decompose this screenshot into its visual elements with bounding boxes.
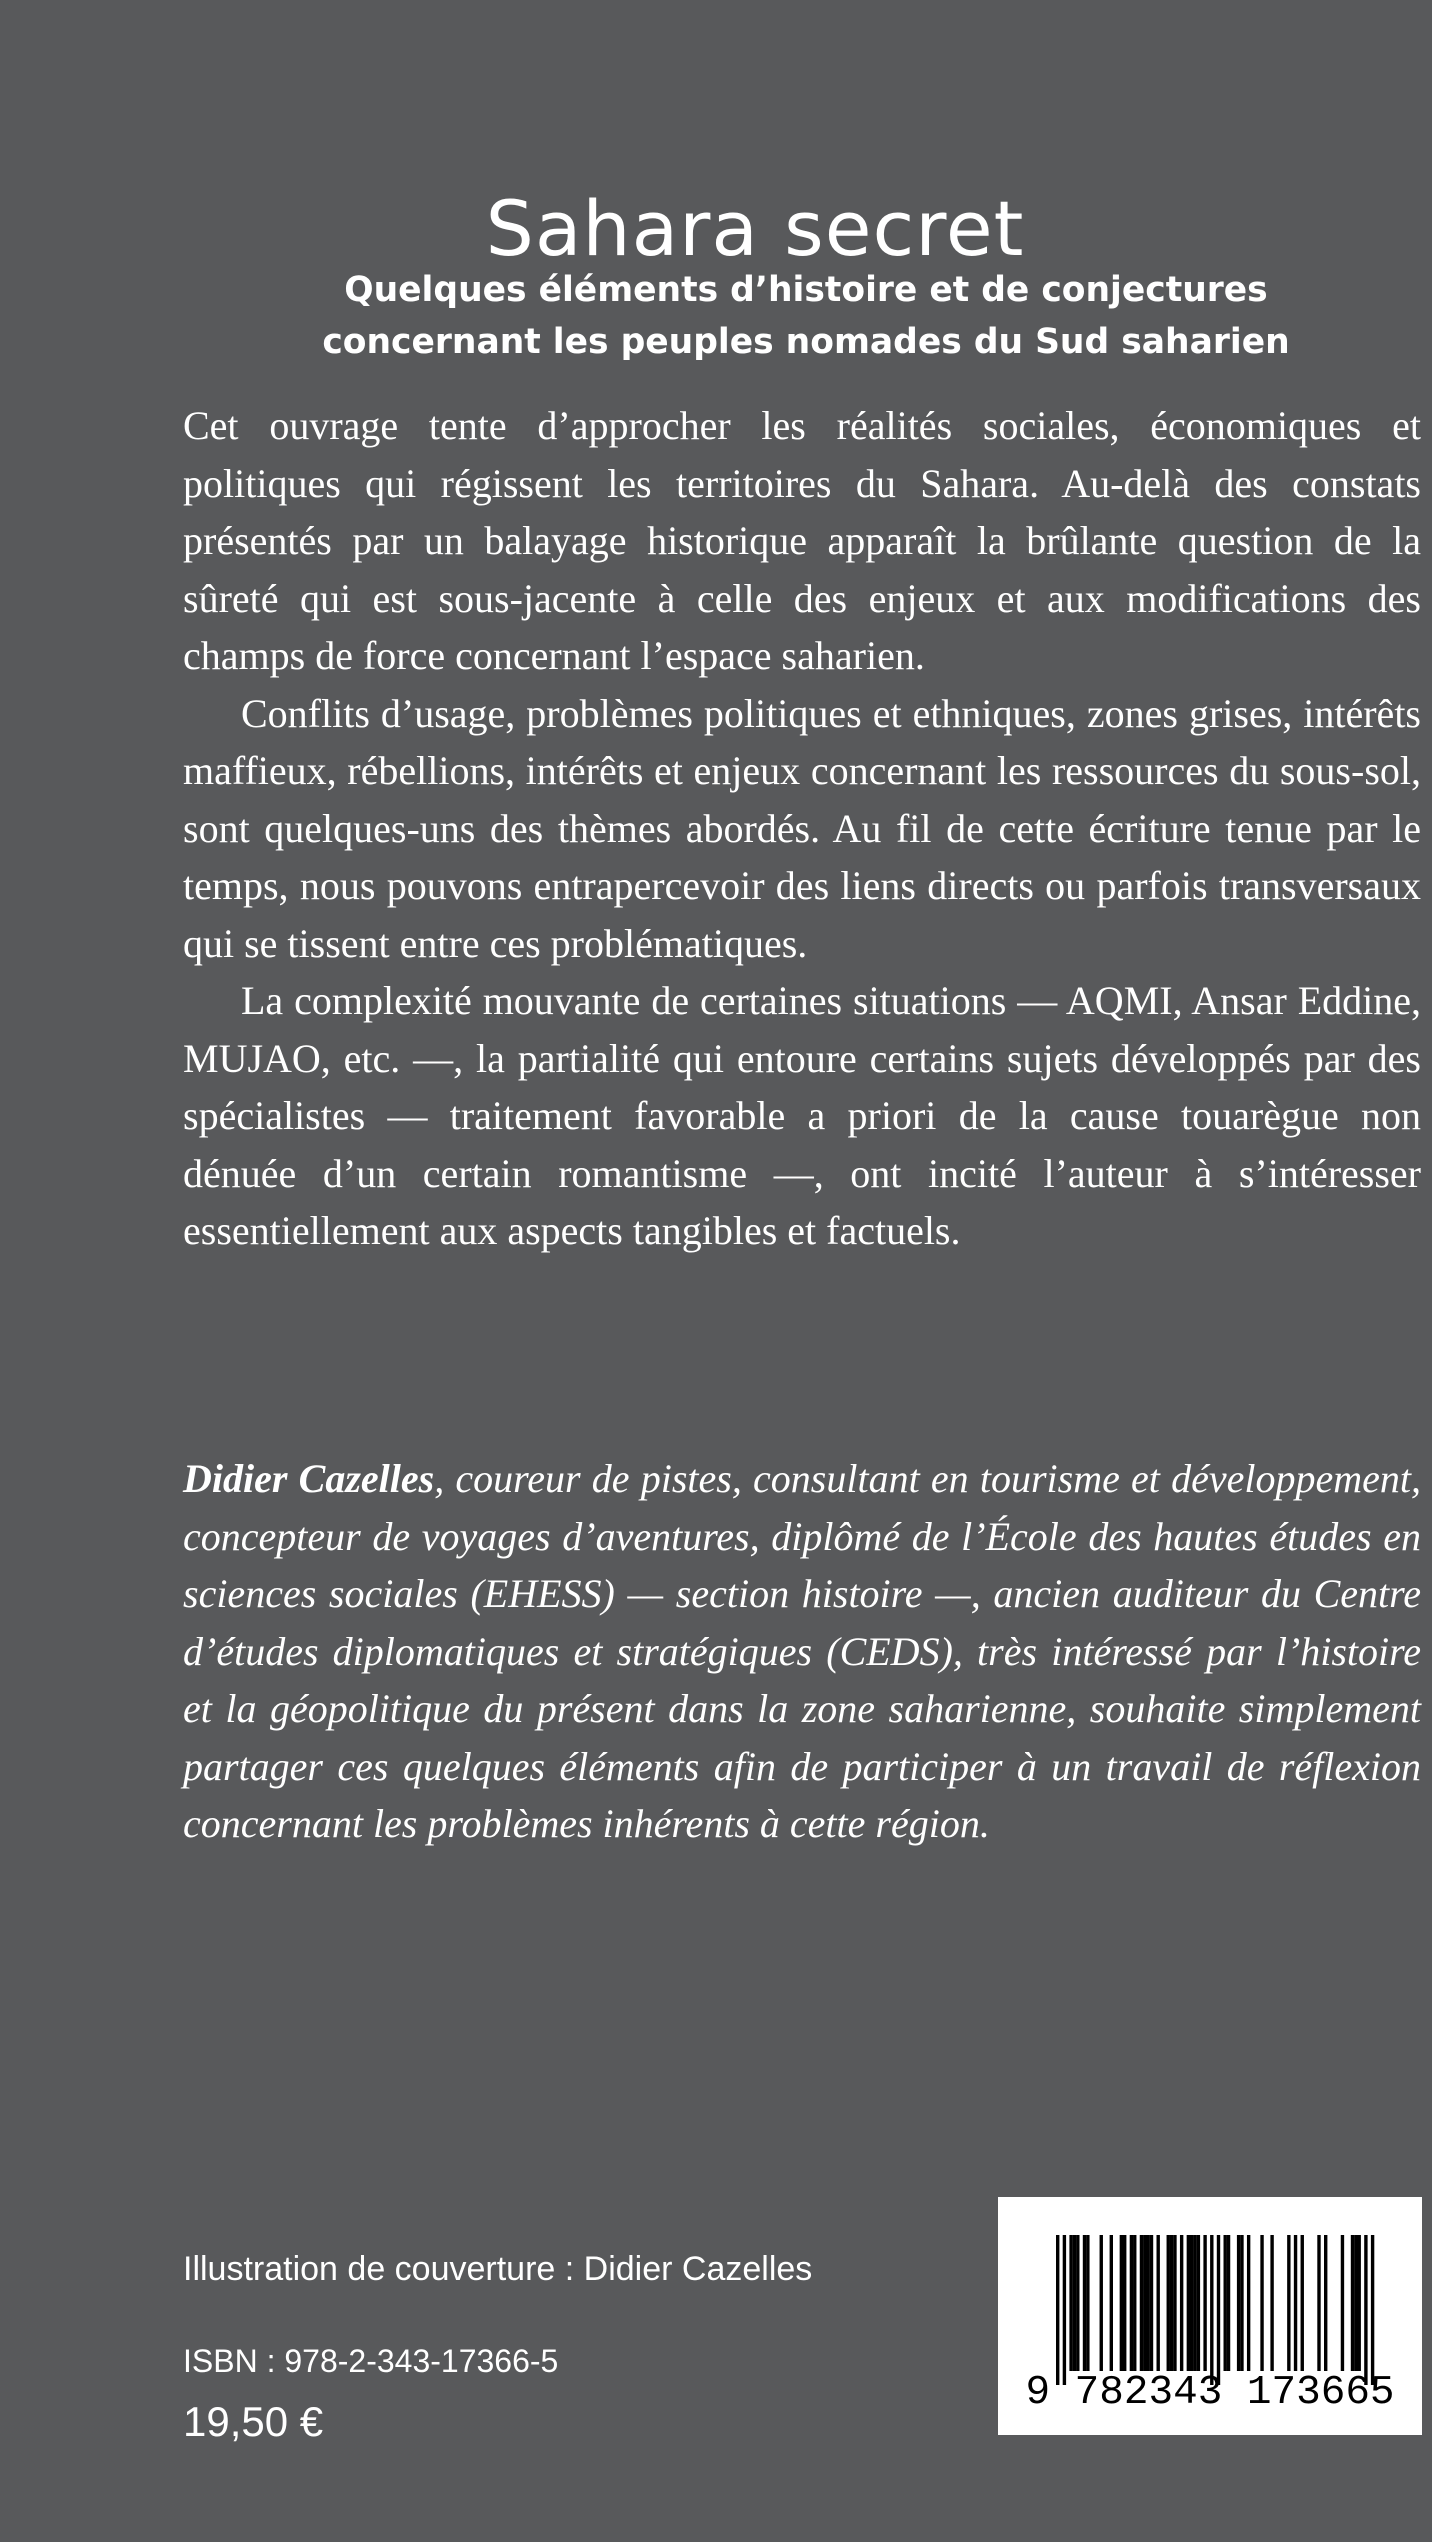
barcode-bar — [1063, 2235, 1066, 2385]
book-title: Sahara secret — [485, 183, 1025, 273]
barcode-bar — [1240, 2235, 1243, 2371]
barcode-bar — [1341, 2235, 1344, 2371]
barcode-bar — [1100, 2235, 1103, 2371]
barcode-bar — [1210, 2235, 1213, 2385]
illustration-credit: Illustration de couverture : Didier Cazelles — [183, 2250, 813, 2288]
barcode-bar — [1110, 2235, 1113, 2371]
barcode-bar — [1287, 2235, 1290, 2371]
subtitle-line: concernant les peuples nomades du Sud saharien — [322, 322, 1290, 362]
price: 19,50 € — [183, 2398, 324, 2445]
barcode-bar — [1237, 2235, 1240, 2371]
barcode-bar — [1224, 2235, 1227, 2371]
barcode-bar — [1247, 2235, 1250, 2371]
barcode-bar — [1227, 2235, 1230, 2371]
isbn: ISBN : 978-2-343-17366-5 — [183, 2343, 559, 2379]
barcode-bar — [1190, 2235, 1193, 2371]
book-subtitle — [180, 264, 1432, 368]
author-bio — [183, 1450, 1421, 1853]
barcode-bar — [1120, 2235, 1123, 2371]
barcode-bar — [1301, 2235, 1304, 2371]
barcode-bar — [1193, 2235, 1196, 2371]
barcode-bar — [1123, 2235, 1126, 2371]
barcode-bar — [1170, 2235, 1173, 2371]
barcode-bar — [1180, 2235, 1183, 2371]
barcode-bar — [1086, 2235, 1089, 2371]
barcode-bar — [1167, 2235, 1170, 2371]
barcode-bar — [1069, 2235, 1072, 2371]
barcode-bar — [1197, 2235, 1200, 2371]
barcode-bar — [1076, 2235, 1079, 2371]
barcode-bar — [1364, 2235, 1367, 2385]
barcode-bar — [1270, 2235, 1273, 2371]
barcode — [998, 2197, 1422, 2435]
barcode-bar — [1150, 2235, 1153, 2371]
barcode-bar — [1140, 2235, 1143, 2371]
barcode-bar — [1146, 2235, 1149, 2371]
description-paragraph: La complexité mouvante de certaines situations — AQMI, Ansar Eddine, MUJAO, etc. —, la partialité qui entoure certains sujets développés par des spécialistes — traitement favorable a priori de la cause touarègue non dénuée d’un certain romantisme —, ont incité l’auteur à s’intéresser essentiellement aux aspects tangibles et factuels. — [183, 978, 1421, 1253]
barcode-bar — [1354, 2235, 1357, 2371]
barcode-bar — [1324, 2235, 1327, 2371]
barcode-bar — [1317, 2235, 1320, 2371]
description-paragraph: Conflits d’usage, problèmes politiques et ethniques, zones grises, intérêts maffieux, rébellions, intérêts et enjeux concernant les ressources du sous-sol, sont quelques-uns des thèmes abordés. Au fil de cette écriture tenue par le temps, nous pouvons entrapercevoir des liens directs ou parfois transversaux qui se tissent entre ces problématiques. — [183, 690, 1421, 966]
author-name: Didier Cazelles — [183, 1456, 435, 1501]
barcode-bar — [1133, 2235, 1136, 2371]
barcode-bar — [1203, 2235, 1206, 2371]
barcode-bar — [1157, 2235, 1160, 2371]
author-bio-text: , coureur de pistes, consultant en tourisme et développement, concepteur de voyages d’aventures, diplômé de l’École des hautes études en sciences sociales (EHESS) — section histoire —, ancien auditeur du Centre d’études diplomatiques et stratégiques (CEDS), très intéressé par l’histoire et la géopolitique du présent dans la zone saharienne, souhaite simplement partager ces quelques éléments afin de participer à un travail de réflexion concernant les problèmes inhérents à cette région. — [183, 1456, 1421, 1846]
barcode-bar — [1056, 2235, 1059, 2385]
barcode-bar — [1260, 2235, 1263, 2371]
barcode-bar — [1173, 2235, 1176, 2371]
barcode-bar — [1073, 2235, 1076, 2371]
subtitle-line: Quelques éléments d’histoire et de conjectures — [344, 270, 1268, 310]
barcode-bar — [1130, 2235, 1133, 2371]
barcode-bar — [1083, 2235, 1086, 2371]
barcode-bar — [1217, 2235, 1220, 2385]
barcode-bar — [1371, 2235, 1374, 2385]
barcode-bar — [1143, 2235, 1146, 2371]
barcode-digits: 9 782343 173665 — [1025, 2370, 1395, 2416]
book-description — [183, 397, 1421, 1260]
barcode-bar — [1358, 2235, 1361, 2371]
description-paragraph: Cet ouvrage tente d’approcher les réalités sociales, économiques et politiques qui régissent les territoires du Sahara. Au-delà des constats présentés par un balayage historique apparaît la brûlante question de la sûreté qui est sous-jacente à celle des enjeux et aux modifications des champs de force concernant l’espace saharien. — [183, 403, 1421, 678]
barcode-bar — [1351, 2235, 1354, 2371]
barcode-bar — [1294, 2235, 1297, 2371]
barcode-bar — [1187, 2235, 1190, 2371]
